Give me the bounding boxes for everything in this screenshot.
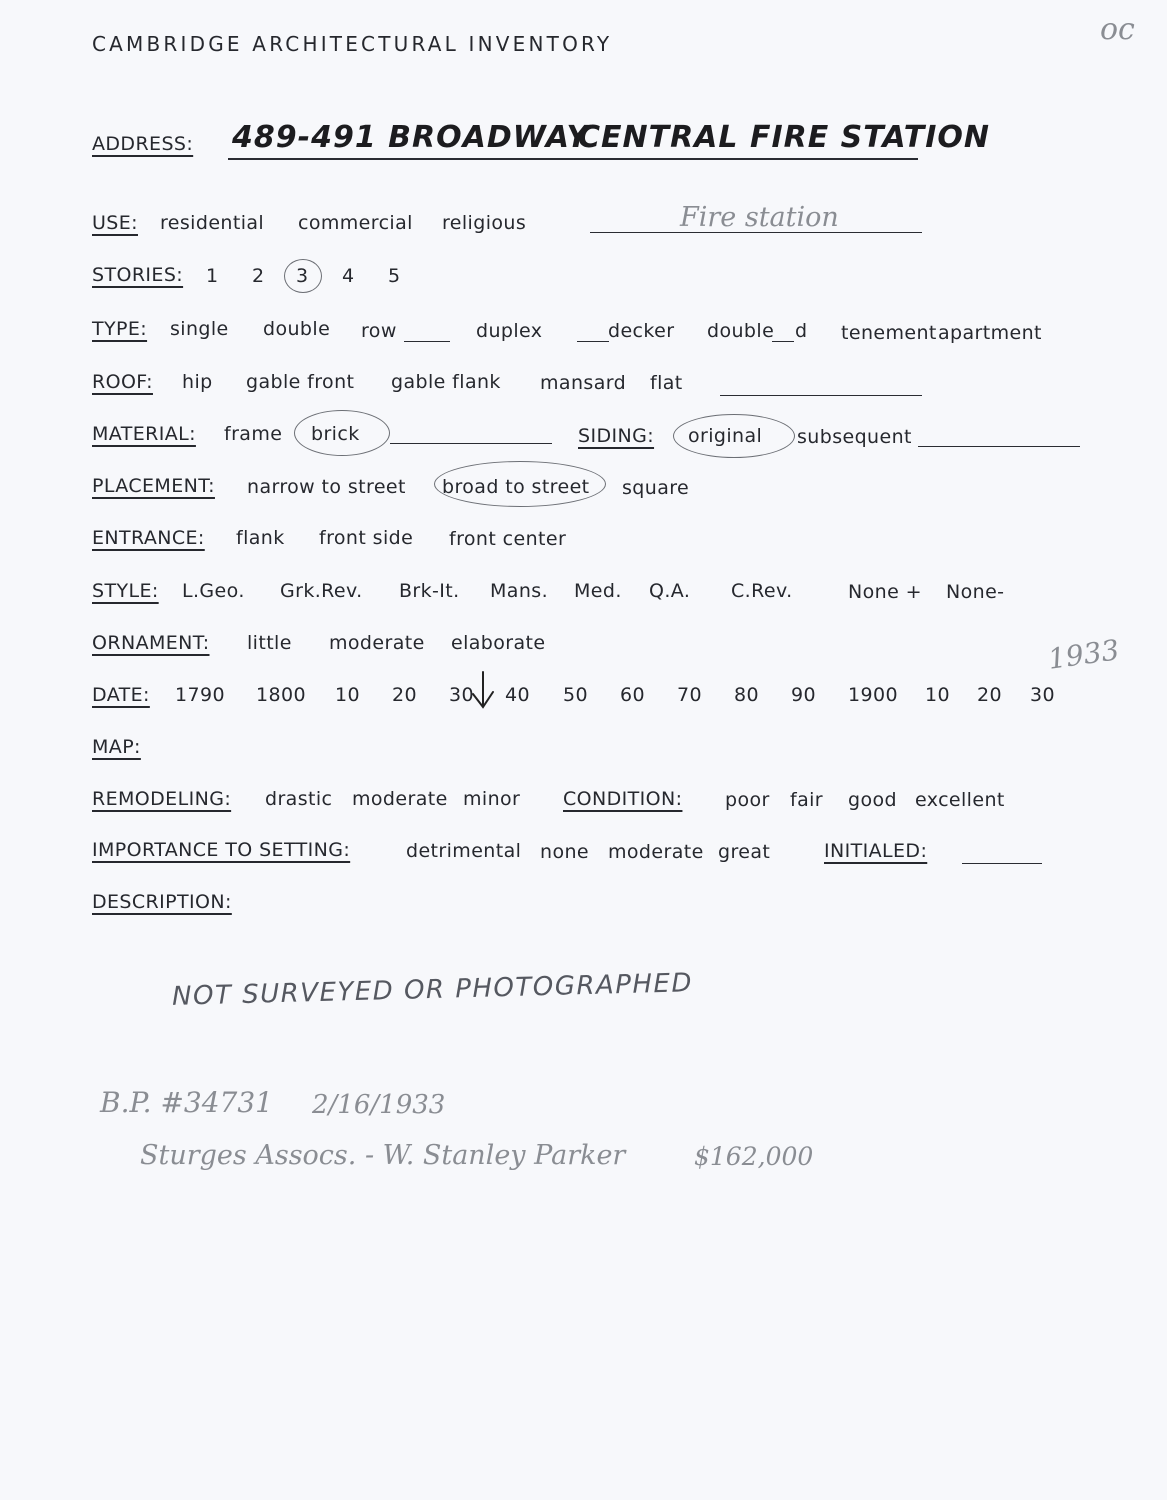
use-label: USE: <box>92 212 138 234</box>
date-1800: 1800 <box>256 684 306 706</box>
roof-flat: flat <box>650 372 683 394</box>
type-double-d: double <box>707 320 775 342</box>
roof-gable-flank: gable flank <box>391 371 501 393</box>
description-permit-date: 2/16/1933 <box>312 1090 446 1120</box>
roof-gable-front: gable front <box>246 371 355 393</box>
style-crev: C.Rev. <box>731 580 793 602</box>
date-80: 80 <box>734 684 759 706</box>
date-arrow-icon <box>470 670 496 710</box>
date-40: 40 <box>505 684 530 706</box>
style-none-plus: None + <box>848 581 922 603</box>
initialed-label: INITIALED: <box>824 840 928 862</box>
type-decker: decker <box>608 320 675 342</box>
initialed-blank-line <box>962 863 1042 864</box>
type-row: row <box>361 320 397 342</box>
style-brkit: Brk-It. <box>399 580 460 602</box>
roof-blank-line <box>720 395 922 396</box>
type-apartment: apartment <box>938 322 1042 344</box>
placement-selected-circle <box>434 461 606 507</box>
remodeling-label: REMODELING: <box>92 788 232 810</box>
siding-original: original <box>688 425 763 447</box>
date-1790: 1790 <box>175 684 225 706</box>
stories-selected-circle <box>284 259 322 293</box>
style-lgeo: L.Geo. <box>182 580 245 602</box>
style-mans: Mans. <box>490 580 549 602</box>
stories-5: 5 <box>388 265 401 287</box>
use-blank-line <box>590 232 922 233</box>
material-frame: frame <box>224 423 283 445</box>
date-60: 60 <box>620 684 645 706</box>
condition-good: good <box>848 789 897 811</box>
importance-none: none <box>540 841 589 863</box>
siding-blank-line <box>918 446 1080 447</box>
type-d: d <box>795 320 808 342</box>
siding-label: SIDING: <box>578 425 655 447</box>
condition-poor: poor <box>725 789 770 811</box>
entrance-front-side: front side <box>319 527 414 549</box>
description-label: DESCRIPTION: <box>92 891 232 913</box>
type-row-blank <box>404 341 450 342</box>
importance-great: great <box>718 841 771 863</box>
siding-selected-circle <box>673 414 795 458</box>
remodeling-minor: minor <box>463 788 521 810</box>
condition-fair: fair <box>790 789 824 811</box>
roof-label: ROOF: <box>92 371 153 393</box>
date-20: 20 <box>392 684 417 706</box>
stories-2: 2 <box>252 265 265 287</box>
type-tenement: tenement <box>841 322 937 344</box>
date-1910: 10 <box>925 684 950 706</box>
style-qa: Q.A. <box>649 580 691 602</box>
placement-broad: broad to street <box>442 476 590 498</box>
material-label: MATERIAL: <box>92 423 196 445</box>
entrance-front-center: front center <box>449 528 567 550</box>
ornament-moderate: moderate <box>329 632 425 654</box>
style-label: STYLE: <box>92 580 159 602</box>
date-1930: 30 <box>1030 684 1055 706</box>
stories-4: 4 <box>342 265 355 287</box>
type-decker-blank <box>577 341 609 342</box>
type-double: double <box>263 318 331 340</box>
material-blank-line <box>390 443 552 444</box>
condition-label: CONDITION: <box>563 788 683 810</box>
ornament-label: ORNAMENT: <box>92 632 210 654</box>
roof-mansard: mansard <box>540 372 627 394</box>
placement-square: square <box>622 477 690 499</box>
date-1900: 1900 <box>848 684 898 706</box>
use-religious: religious <box>442 212 527 234</box>
type-double-d-blank <box>772 341 794 342</box>
entrance-flank: flank <box>236 527 285 549</box>
roof-hip: hip <box>182 371 213 393</box>
date-1920: 20 <box>977 684 1002 706</box>
importance-detrimental: detrimental <box>406 840 522 862</box>
material-brick: brick <box>311 423 360 445</box>
remodeling-moderate: moderate <box>352 788 448 810</box>
entrance-label: ENTRANCE: <box>92 527 205 549</box>
use-commercial: commercial <box>298 212 413 234</box>
condition-excellent: excellent <box>915 789 1005 811</box>
date-handwritten-year: 1933 <box>1046 633 1122 676</box>
date-10: 10 <box>335 684 360 706</box>
style-none-minus: None- <box>946 581 1005 603</box>
importance-label: IMPORTANCE TO SETTING: <box>92 839 351 861</box>
style-grkrev: Grk.Rev. <box>280 580 363 602</box>
form-title: CAMBRIDGE ARCHITECTURAL INVENTORY <box>92 32 613 56</box>
description-cost: $162,000 <box>694 1142 814 1171</box>
address-label: ADDRESS: <box>92 133 194 155</box>
ornament-little: little <box>247 632 292 654</box>
ornament-elaborate: elaborate <box>451 632 546 654</box>
type-duplex: duplex <box>476 320 543 342</box>
siding-subsequent: subsequent <box>797 426 912 448</box>
map-label: MAP: <box>92 736 141 758</box>
description-note: NOT SURVEYED OR PHOTOGRAPHED <box>171 968 694 1012</box>
description-architects: Sturges Assocs. - W. Stanley Parker <box>140 1140 626 1171</box>
date-label: DATE: <box>92 684 150 706</box>
date-70: 70 <box>677 684 702 706</box>
date-30: 30 <box>449 684 474 706</box>
type-label: TYPE: <box>92 318 148 340</box>
use-handwritten: Fire station <box>680 202 839 233</box>
address-number: 489-491 BROADWAY <box>232 120 590 155</box>
type-single: single <box>170 318 229 340</box>
material-selected-circle <box>294 410 390 456</box>
placement-narrow: narrow to street <box>247 476 406 498</box>
stories-3: 3 <box>296 265 309 287</box>
description-permit: B.P. #34731 <box>100 1086 273 1119</box>
importance-moderate: moderate <box>608 841 704 863</box>
stories-1: 1 <box>206 265 219 287</box>
date-50: 50 <box>563 684 588 706</box>
remodeling-drastic: drastic <box>265 788 333 810</box>
stories-label: STORIES: <box>92 264 184 286</box>
use-residential: residential <box>160 212 265 234</box>
placement-label: PLACEMENT: <box>92 475 215 497</box>
date-90: 90 <box>791 684 816 706</box>
address-underline <box>228 158 918 160</box>
corner-mark: oc <box>1100 12 1135 47</box>
style-med: Med. <box>574 580 622 602</box>
address-name: CENTRAL FIRE STATION <box>578 120 990 155</box>
